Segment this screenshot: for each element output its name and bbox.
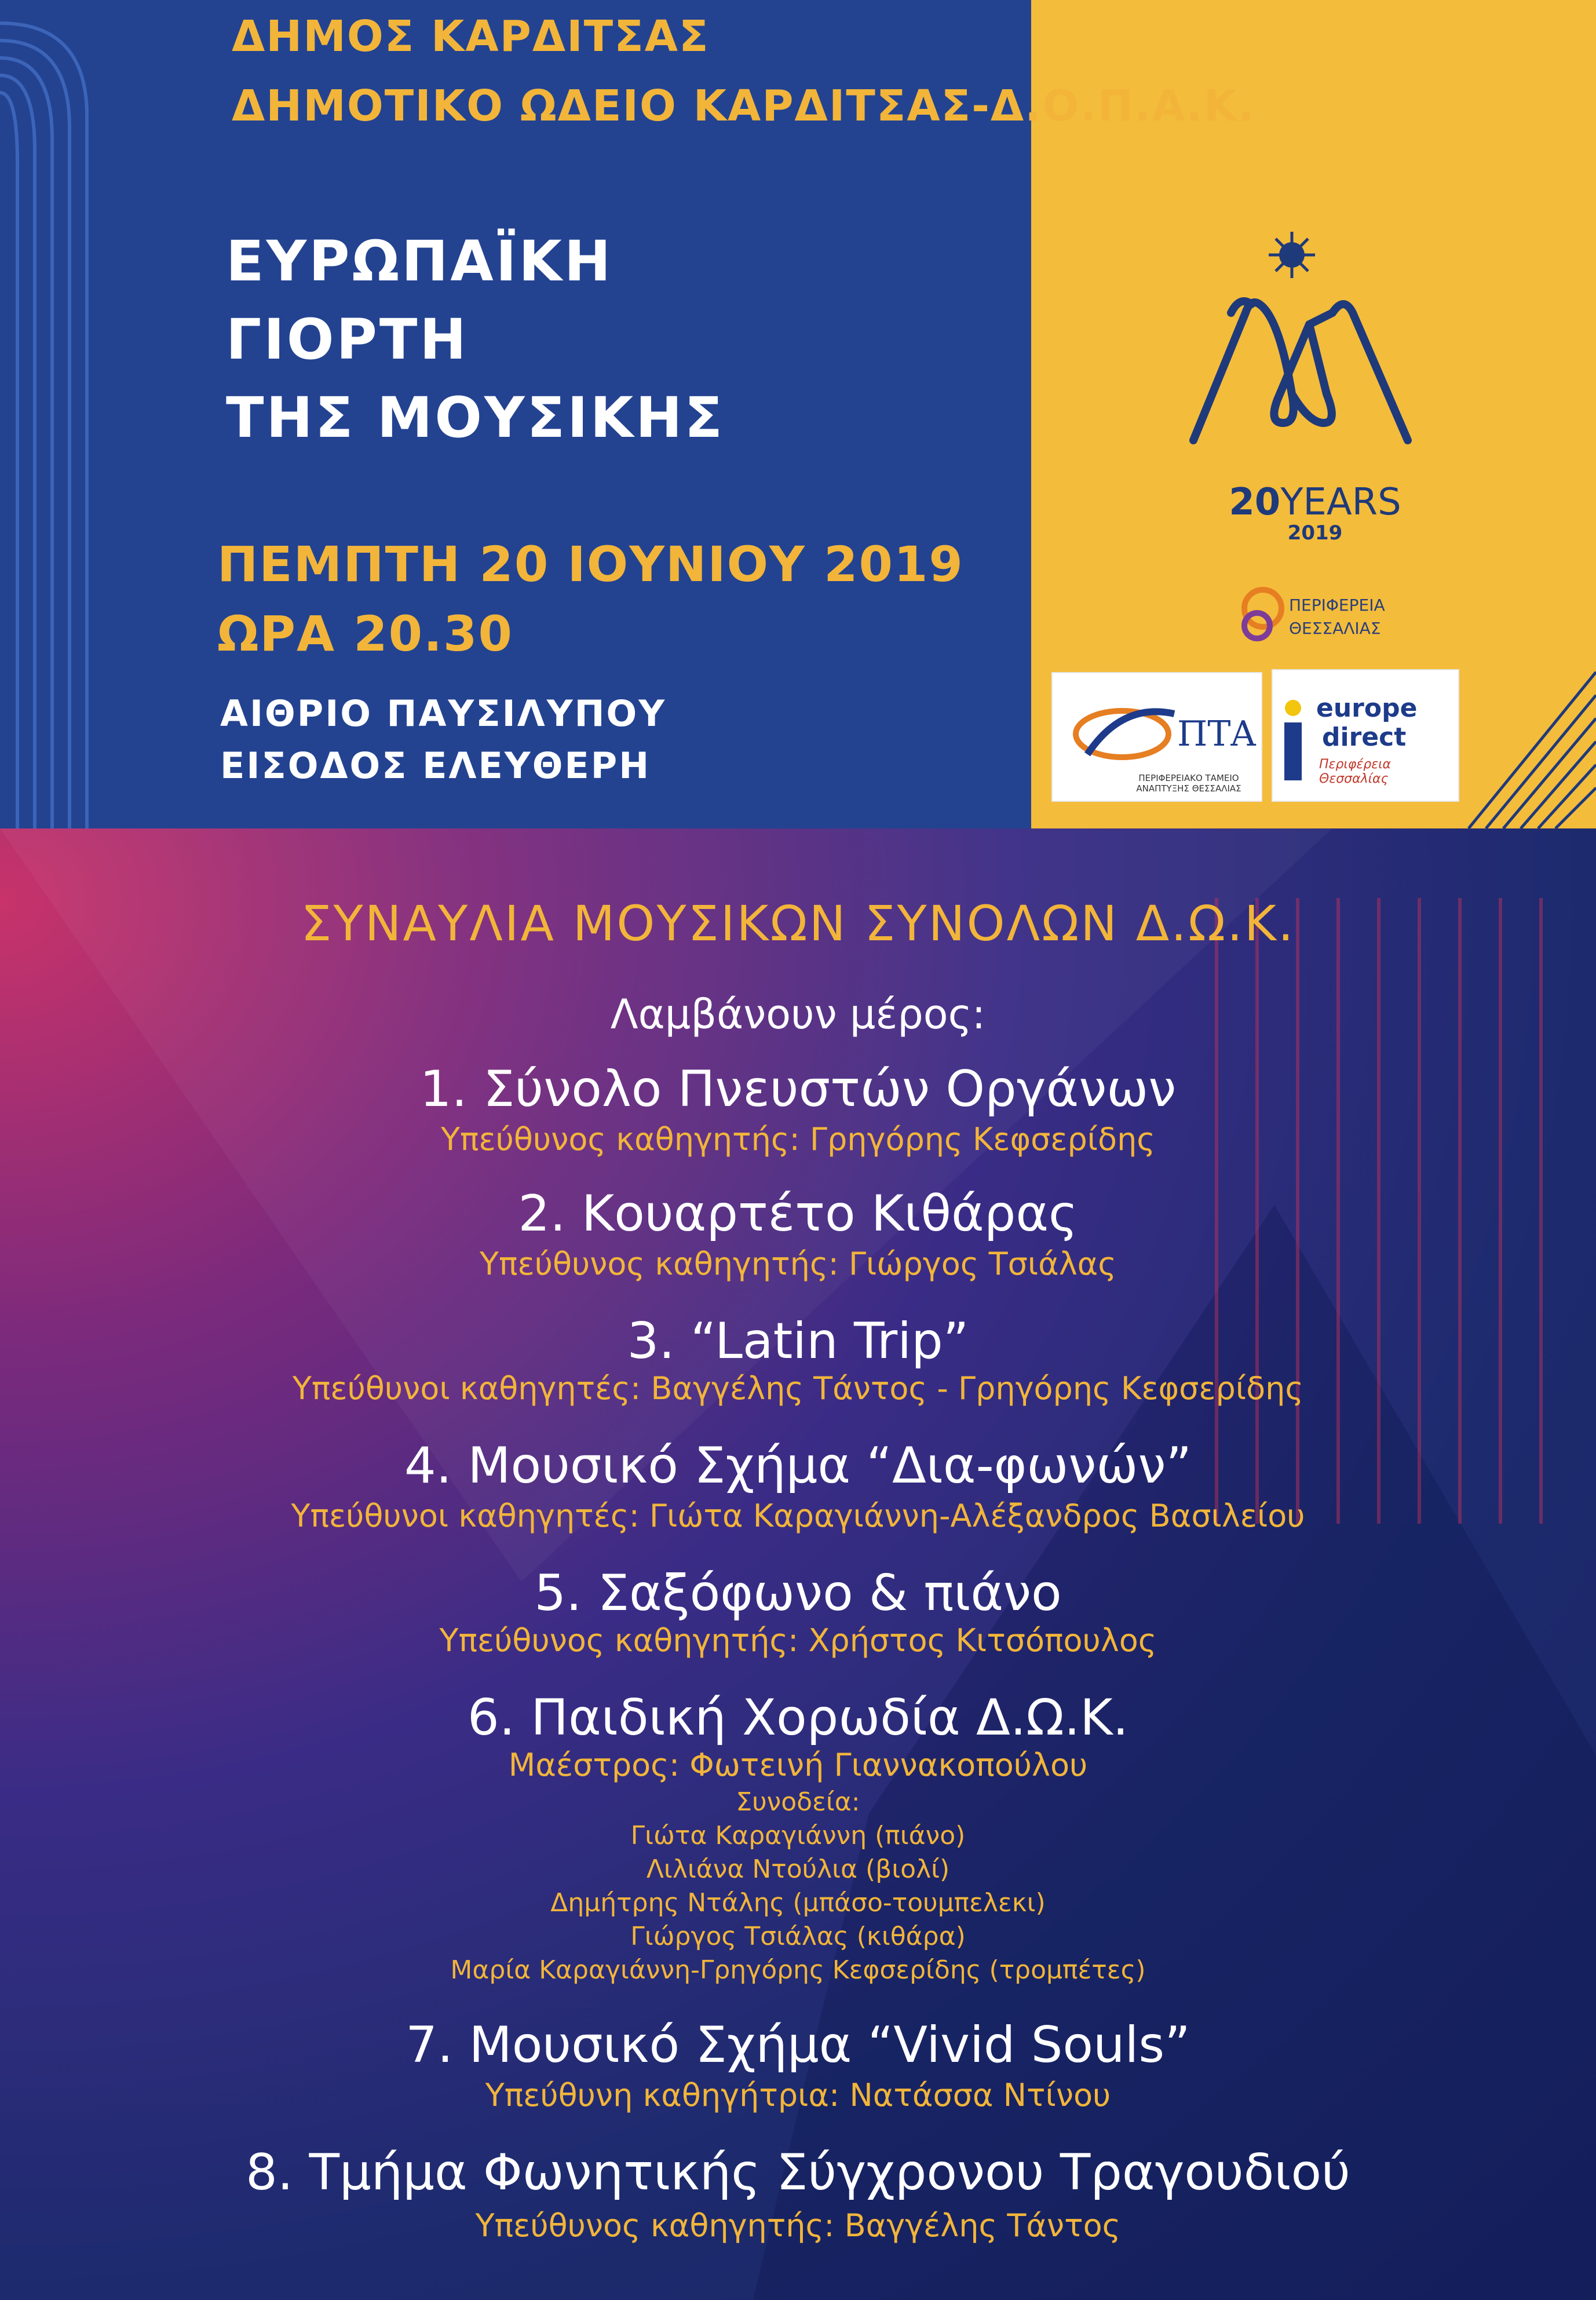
- event-title-line3: ΤΗΣ ΜΟΥΣΙΚΗΣ: [226, 385, 725, 450]
- decorative-stripes: [1457, 637, 1596, 828]
- europe-direct-word2: direct: [1322, 722, 1407, 752]
- program-item-5: 5. Σαξόφωνο & πιάνο: [534, 1564, 1062, 1622]
- choir-member-1: Γιώτα Καραγιάννη (πιάνο): [630, 1821, 966, 1850]
- event-entry: ΕΙΣΟΔΟΣ ΕΛΕΥΘΕΡΗ: [220, 744, 651, 787]
- program-item-3: 3. “Latin Trip”: [627, 1312, 969, 1370]
- program-item-2-lead: Υπεύθυνος καθηγητής: Γιώργος Τσιάλας: [480, 1246, 1116, 1282]
- europe-direct-word1: europe: [1316, 693, 1418, 723]
- years-mark: [1217, 481, 1414, 524]
- conservatory-title: ΔΗΜΟΤΙΚΟ ΩΔΕΙΟ ΚΑΡΔΙΤΣΑΣ-Δ.Ο.Π.Α.Κ.: [232, 81, 1256, 131]
- municipality-title: ΔΗΜΟΣ ΚΑΡΔΙΤΣΑΣ: [232, 12, 710, 61]
- program-intro: Λαμβάνουν μέρος:: [610, 991, 986, 1038]
- choir-member-3: Δημήτρης Ντάλης (μπάσο-τουμπελεκι): [550, 1888, 1046, 1918]
- program-item-1: 1. Σύνολο Πνευστών Οργάνων: [419, 1060, 1177, 1118]
- periferia-text: [1289, 594, 1385, 640]
- years-year: 2019: [1287, 521, 1343, 545]
- event-title-line1: ΕΥΡΩΠΑΪΚΗ: [226, 229, 613, 294]
- program-item-5-lead: Υπεύθυνος καθηγητής: Χρήστος Κιτσόπουλος: [439, 1622, 1157, 1659]
- europe-direct-card: [1272, 669, 1459, 802]
- pta-logo-card: [1051, 672, 1262, 802]
- europe-direct-icon: [1279, 693, 1313, 786]
- decorative-arcs: [0, 0, 116, 828]
- program-item-4: 4. Μουσικό Σχήμα “Δια-φωνών”: [404, 1437, 1192, 1495]
- program-item-4-lead: Υπεύθυνοι καθηγητές: Γιώτα Καραγιάννη-Αλέξανδρος Βασιλείου: [291, 1498, 1305, 1534]
- choir-member-5: Μαρία Καραγιάννη-Γρηγόρης Κεφσερίδης (τρομπέτες): [450, 1955, 1146, 1985]
- program-item-3-lead: Υπεύθυνοι καθηγητές: Βαγγέλης Τάντος - Γρηγόρης Κεφσερίδης: [292, 1370, 1304, 1407]
- program-item-6-lead: Μαέστρος: Φωτεινή Γιαννακοπούλου: [508, 1747, 1088, 1783]
- program-item-6: 6. Παιδική Χορωδία Δ.Ω.Κ.: [468, 1689, 1128, 1747]
- program-item-1-lead: Υπεύθυνος καθηγητής: Γρηγόρης Κεφσερίδης: [440, 1121, 1155, 1158]
- program-item-7-lead: Υπεύθυνη καθηγήτρια: Νατάσσα Ντίνου: [485, 2077, 1111, 2113]
- program-item-8: 8. Τμήμα Φωνητικής Σύγχρονου Τραγουδιού: [246, 2144, 1350, 2202]
- periferia-line2: ΘΕΣΣΑΛΙΑΣ: [1289, 619, 1381, 638]
- program-item-7: 7. Μουσικό Σχήμα “Vivid Souls”: [406, 2016, 1190, 2074]
- periferia-line1: ΠΕΡΙΦΕΡΕΙΑ: [1289, 596, 1385, 615]
- pta-text: ΠΤΑ: [1177, 714, 1256, 754]
- event-date: ΠΕΜΠΤΗ 20 ΙΟΥΝΙΟΥ 2019: [217, 536, 964, 593]
- event-title-line2: ΓΙΟΡΤΗ: [226, 307, 469, 372]
- pta-subtitle: ΠΕΡΙΦΕΡΕΙΑΚΟ ΤΑΜΕΙΟ ΑΝΑΠΤΥΞΗΣ ΘΕΣΣΑΛΙΑΣ: [1136, 773, 1241, 794]
- event-time: ΩΡΑ 20.30: [217, 605, 513, 662]
- pta-swoosh-icon: [1064, 691, 1180, 772]
- program-title: ΣΥΝΑΥΛΙΑ ΜΟΥΣΙΚΩΝ ΣΥΝΟΛΩΝ Δ.Ω.Κ.: [301, 895, 1295, 952]
- years-word: YEARS: [1280, 481, 1401, 524]
- choir-accompaniment-label: Συνοδεία:: [736, 1787, 860, 1817]
- years-number: 20: [1229, 481, 1281, 524]
- program-item-8-lead: Υπεύθυνος καθηγητής: Βαγγέλης Τάντος: [475, 2207, 1121, 2244]
- choir-member-2: Λιλιάνα Ντούλια (βιολί): [646, 1854, 950, 1884]
- europe-direct-region: Περιφέρεια Θεσσαλίας: [1319, 757, 1392, 786]
- program-item-2: 2. Κουαρτέτο Κιθάρας: [518, 1185, 1078, 1243]
- choir-member-4: Γιώργος Τσιάλας (κιθάρα): [630, 1922, 966, 1951]
- music-day-logo: [1176, 220, 1442, 463]
- event-venue: ΑΙΘΡΙΟ ΠΑΥΣΙΛΥΠΟΥ: [220, 692, 667, 735]
